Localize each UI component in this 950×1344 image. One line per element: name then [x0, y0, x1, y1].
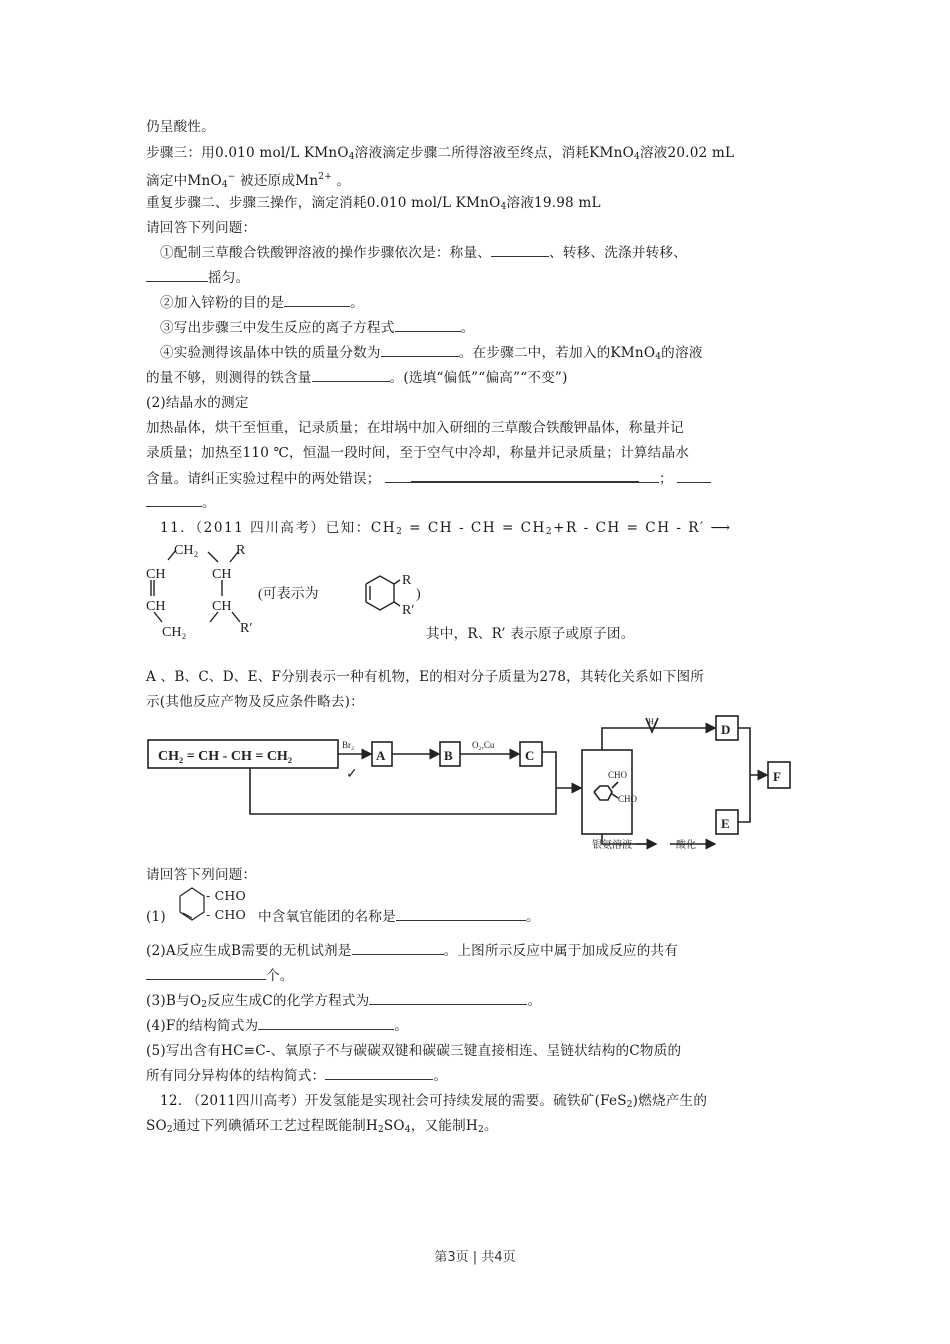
answer-blank[interactable] [491, 244, 549, 257]
svg-text:(可表示为: (可表示为 [258, 587, 319, 602]
check-mark-icon: ✓ [346, 767, 358, 782]
butadiene-label: CH₂ = CH - CH = CH₂ [158, 749, 293, 764]
page-footer [0, 1246, 950, 1265]
cyclohexene-structure-figure [146, 540, 426, 640]
q10-item2: ②加入锌粉的目的是 。 [160, 295, 364, 311]
ask-line: 请回答下列问题： [146, 220, 257, 236]
answer-blank[interactable] [312, 369, 390, 382]
answer-blank[interactable] [385, 470, 411, 483]
q10-item4-cont: 的量不够，则测得的铁含量 。(选填“偏低”“偏高”“不变”) [146, 370, 568, 386]
answer-blank[interactable] [258, 1017, 394, 1030]
q11-sub1-text: 中含氧官能团的名称是 。 [258, 909, 540, 925]
answer-blank[interactable] [352, 942, 444, 955]
section-heading: (2)结晶水的测定 [146, 395, 249, 411]
svg-text:R′: R′ [402, 603, 415, 618]
q11-sub1: (1) [146, 909, 166, 925]
q11-intro: A 、B、C、D、E、F分别表示一种有机物，E的相对分子质量为278，其转化关系如下图所 [146, 669, 705, 685]
where-text: 其中，R、R’ 表示原子或原子团。 [426, 626, 635, 642]
svg-text:CHO: CHO [608, 770, 628, 780]
svg-text:CH₂: CH₂ [162, 625, 187, 640]
q11-sub2: (2)A反应生成B需要的无机试剂是 。上图所示反应中属于加成反应的共有 [146, 943, 679, 959]
answer-blank[interactable] [677, 470, 711, 483]
svg-text:CH: CH [146, 599, 166, 614]
svg-text:R′: R′ [240, 621, 253, 636]
node-d: D [721, 722, 731, 737]
answer-blank[interactable] [381, 344, 459, 357]
q10-item4: ④实验测得该晶体中铁的质量分数为 。在步骤二中，若加入的KMnO$_4$的溶液 [160, 345, 703, 362]
svg-text:Br₂: Br₂ [342, 740, 355, 750]
answer-blank[interactable] [369, 992, 527, 1005]
arrow-icon: ⟶ [710, 520, 732, 536]
text-line: 加热晶体，烘干至恒重，记录质量；在坩埚中加入研细的三草酸合铁酸钾晶体，称量并记 [146, 420, 684, 436]
answer-blank[interactable] [325, 1067, 433, 1080]
node-c: C [525, 748, 535, 763]
cho-label: - CHO [206, 888, 246, 903]
answer-blank[interactable] [639, 470, 659, 483]
q11-intro: 示(其他反应产物及反应条件略去)： [146, 694, 364, 710]
answer-blank[interactable] [146, 494, 202, 507]
answer-blank[interactable] [395, 319, 461, 332]
q11-sub4: (4)F的结构简式为 。 [146, 1018, 409, 1034]
svg-text:H₂: H₂ [648, 717, 657, 726]
q11-sub5: (5)写出含有HC≡C-、氧原子不与碳碳双键和碳碳三键直接相连、呈链状结构的C物质的 [146, 1043, 682, 1059]
svg-text:酸化: 酸化 [676, 840, 696, 850]
svg-text:R: R [236, 543, 246, 558]
node-b: B [444, 748, 453, 763]
svg-text:银氨溶液: 银氨溶液 [592, 840, 632, 850]
repeat-line: 重复步骤二、步骤三操作，滴定消耗0.010 mol/L KMnO$_4$溶液19.98 mL [146, 195, 601, 212]
svg-text:O₂,Cu: O₂,Cu [472, 740, 495, 750]
page-number: 第3页 | 共4页 [434, 1250, 516, 1265]
q10-item3: ③写出步骤三中发生反应的离子方程式 。 [160, 320, 475, 336]
svg-text:R: R [402, 573, 412, 588]
cho-label: - CHO [206, 907, 246, 922]
text-line: 含量。请纠正实验过程中的两处错误； ； [146, 469, 711, 488]
q10-item1-cont: 摇匀。 [146, 269, 249, 287]
text-line: 。 [146, 494, 216, 512]
answer-blank[interactable] [284, 294, 350, 307]
q11-sub5-cont: 所有同分异构体的结构简式： 。 [146, 1068, 448, 1084]
node-e: E [721, 816, 730, 831]
answer-blank[interactable] [411, 469, 639, 483]
svg-text:CH: CH [212, 599, 232, 614]
svg-text:CH: CH [212, 567, 232, 582]
node-f: F [773, 769, 781, 784]
step3-line2: 滴定中MnO$_4$− 被还原成$Mn^{2+}$ 。 [146, 172, 351, 190]
svg-text:CHO: CHO [618, 794, 638, 804]
node-a: A [376, 748, 386, 763]
reaction-flow-diagram [146, 710, 816, 850]
q11-sub2-cont: 个。 [146, 967, 294, 985]
answer-blank[interactable] [146, 967, 266, 980]
svg-text:CH: CH [146, 567, 166, 582]
ch2-top-label: CH₂ [174, 543, 199, 558]
step3-line: 步骤三：用0.010 mol/L KMnO$_4$溶液滴定步骤二所得溶液至终点，消耗KMnO$_4$溶液20.02 mL [146, 145, 735, 162]
svg-text:): ) [416, 587, 421, 602]
q11-sub3: (3)B与$O_2$反应生成C的化学方程式为 。 [146, 993, 542, 1010]
text-line: 仍呈酸性。 [146, 119, 215, 135]
q10-item1: ①配制三草酸合铁酸钾溶液的操作步骤依次是：称量、 、转移、洗涤并转移、 [160, 245, 687, 261]
q11-header: 11．（2011 四川高考）已知：$CH_2$ = CH - CH = $CH_2+R$ - CH = CH - R′ ⟶ [160, 520, 732, 537]
text-line: 录质量；加热至110 ℃，恒温一段时间，至于空气中冷却，称量并记录质量；计算结晶水 [146, 445, 690, 461]
q12-line2: $SO_2$通过下列碘循环工艺过程既能制$H_2SO_4$，又能制$H_2$。 [146, 1118, 498, 1135]
q12-line1: 12. （2011四川高考）开发氢能是实现社会可持续发展的需要。硫铁矿(FeS$_2$)燃烧产生的 [160, 1093, 708, 1110]
ask-line: 请回答下列问题： [146, 867, 257, 883]
answer-blank[interactable] [146, 269, 208, 282]
answer-blank[interactable] [396, 908, 526, 921]
